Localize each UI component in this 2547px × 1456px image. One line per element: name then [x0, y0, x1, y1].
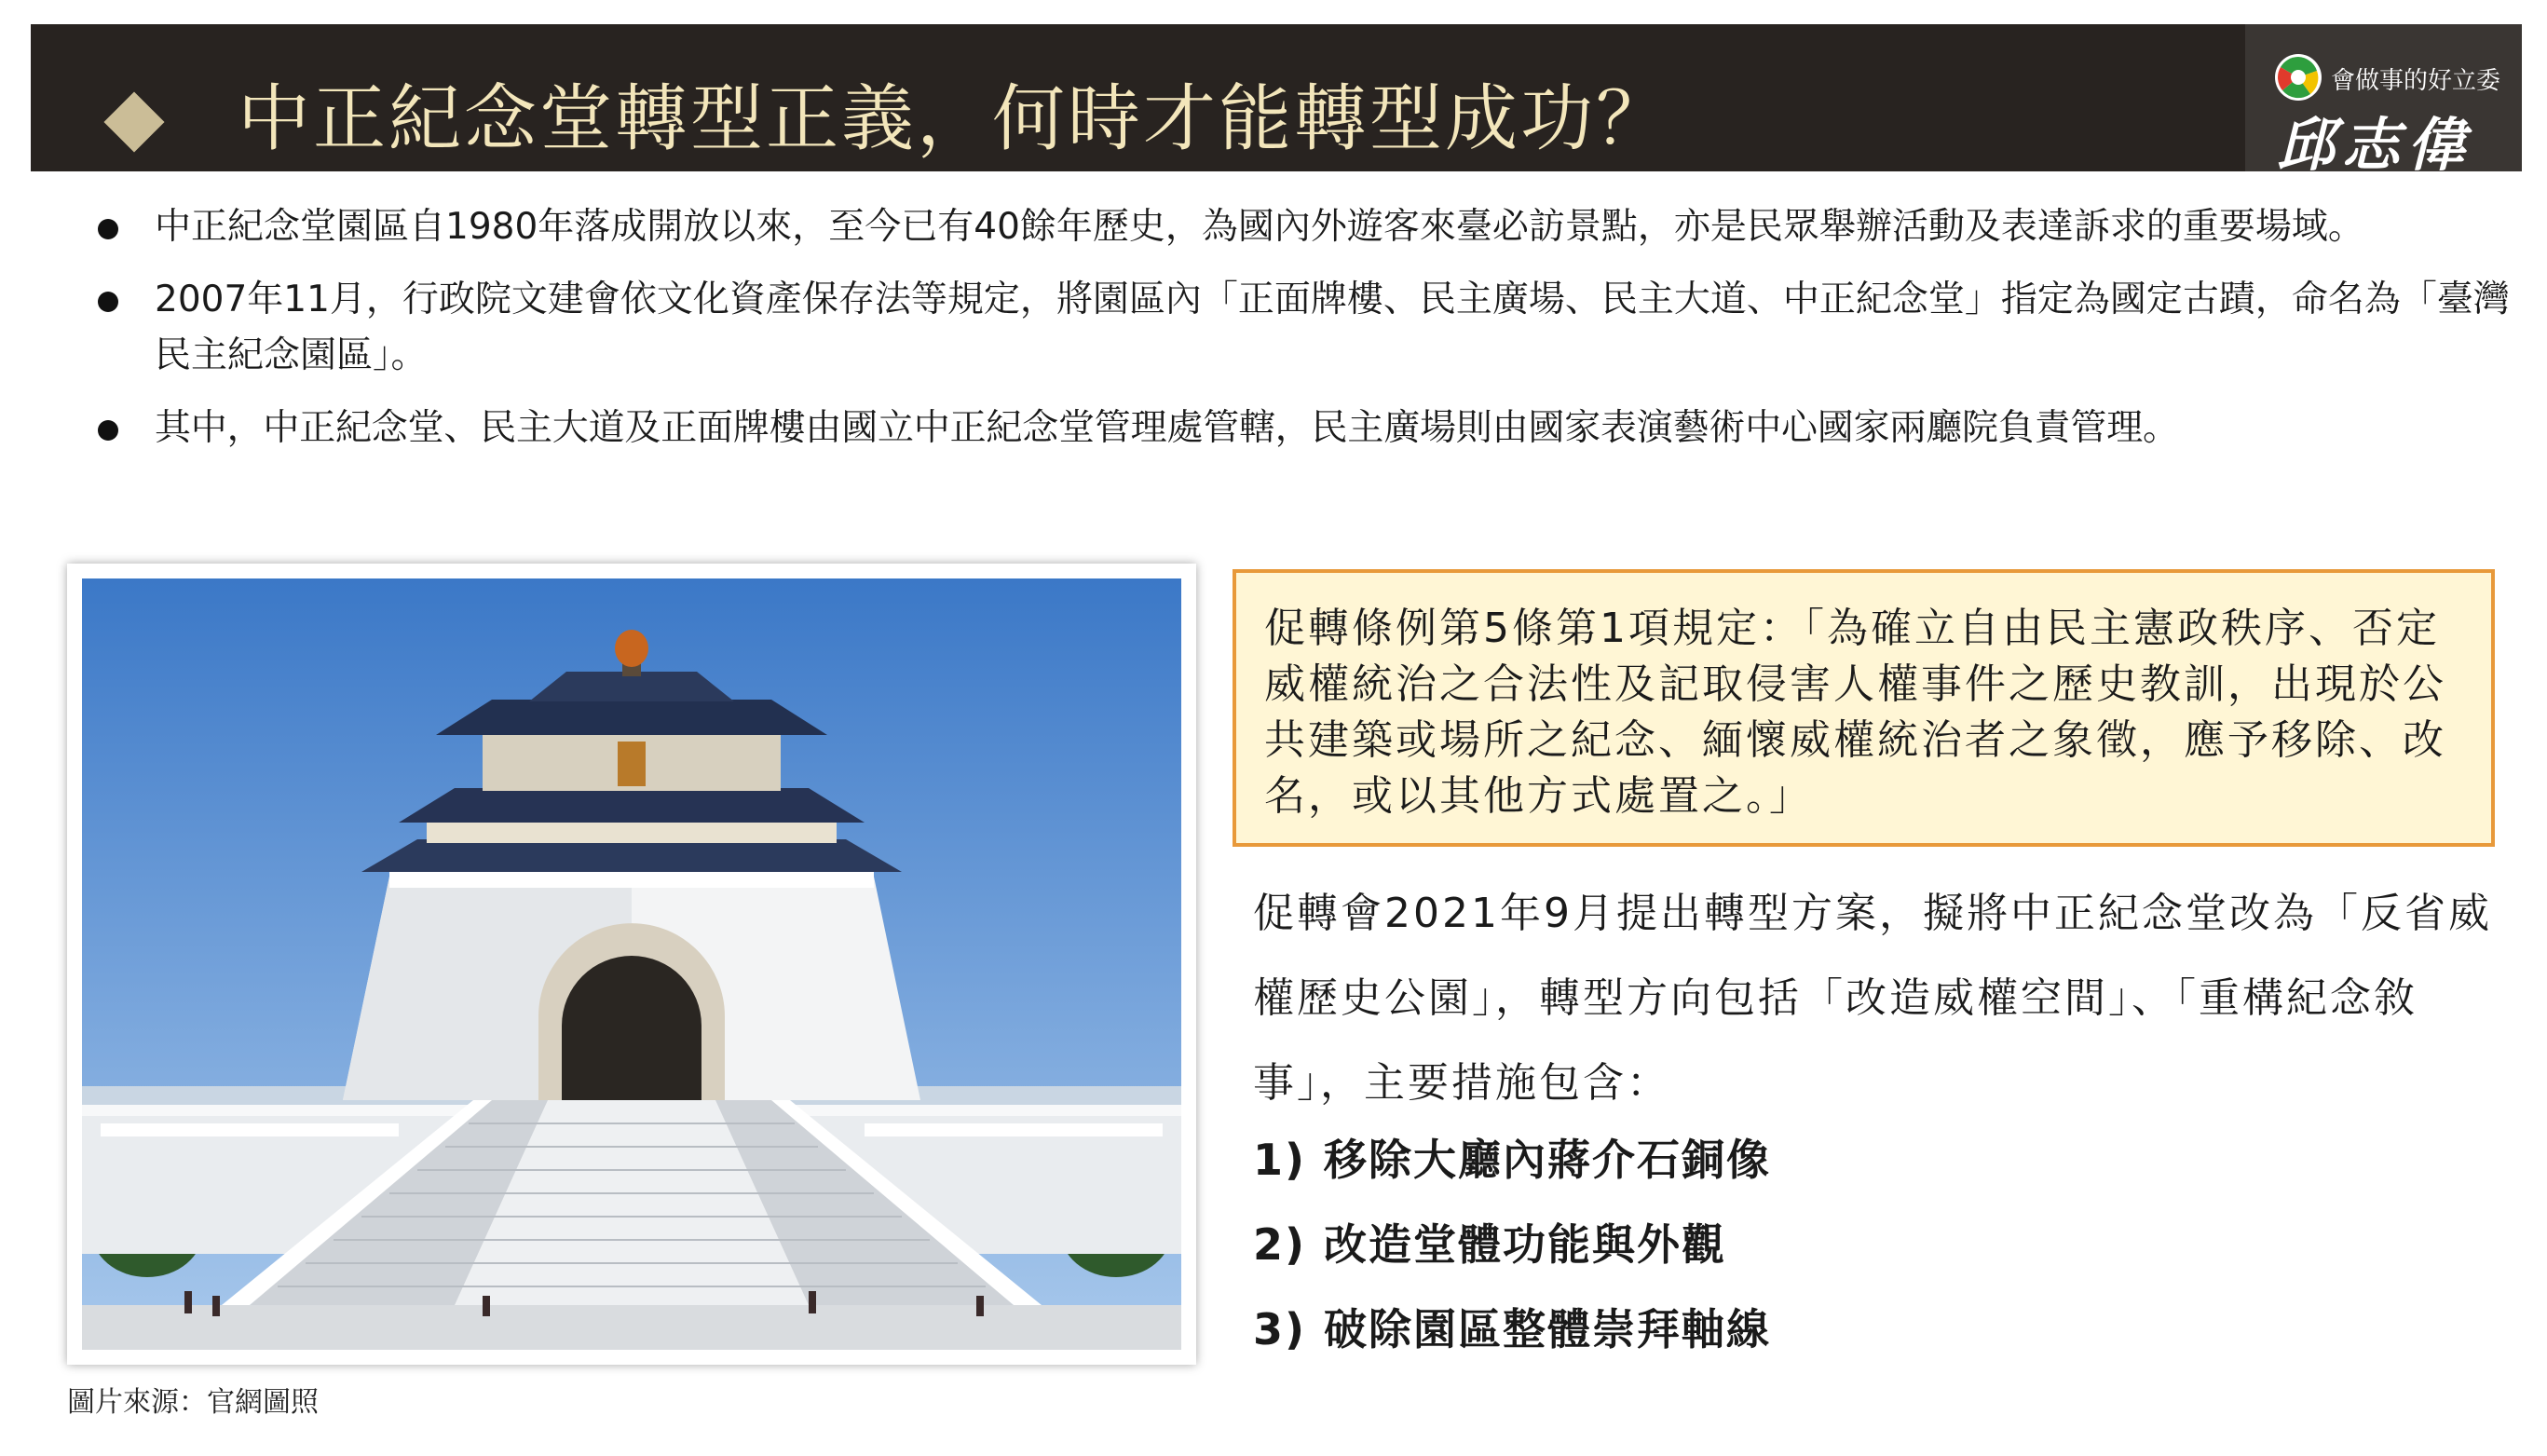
brand-block: [2245, 24, 2522, 179]
photo-caption: 圖片來源：官網圖照: [67, 1386, 319, 1419]
measure-number: 3): [1253, 1304, 1307, 1354]
bullet-text: 其中，中正紀念堂、民主大道及正面牌樓由國立中正紀念堂管理處管轄，民主廣場則由國家表演藝術中心國家兩廳院負責管理。: [155, 407, 2179, 449]
party-logo-icon: [2275, 54, 2322, 101]
bullet-item: [93, 199, 2515, 255]
measures-list: [1253, 1118, 1771, 1372]
title-bar: [31, 24, 2522, 171]
brand-name: 邱志偉: [2277, 111, 2473, 179]
memorial-hall-photo: [67, 564, 1196, 1365]
bullet-item: [93, 401, 2515, 456]
measure-number: 2): [1253, 1219, 1307, 1270]
measure-item: [1253, 1287, 1771, 1372]
quote-text: 促轉條例第5條第1項規定：「為確立自由民主憲政秩序、否定威權統治之合法性及記取侵害人權事件之歷史教訓，出現於公共建築或場所之紀念、緬懷威權統治者之象徵，應予移除、改名，或以其他方式處置之。」: [1264, 605, 2446, 820]
brand-slogan: 會做事的好立委: [2331, 67, 2501, 95]
bullet-dot-icon: [98, 219, 118, 239]
measure-item: [1253, 1118, 1771, 1203]
quote-box: [1233, 569, 2495, 847]
plan-paragraph: 促轉會2021年9月提出轉型方案，擬將中正紀念堂改為「反省威權歷史公園」，轉型方向包括「改造威權空間」、「重構紀念敘事」，主要措施包含：: [1253, 890, 2492, 1107]
bullet-list: [93, 199, 2515, 473]
measure-number: 1): [1253, 1135, 1307, 1185]
bullet-text: 中正紀念堂園區自1980年落成開放以來，至今已有40餘年歷史，為國內外遊客來臺必訪景點，亦是民眾舉辦活動及表達訴求的重要場域。: [155, 206, 2364, 248]
bullet-item: [93, 272, 2515, 384]
memorial-hall-illustration: [82, 578, 1181, 1350]
bullet-text: 2007年11月，行政院文建會依文化資產保存法等規定，將園區內「正面牌樓、民主廣場、民主大道、中正紀念堂」指定為國定古蹟，命名為「臺灣民主紀念園區」。: [155, 279, 2510, 376]
diamond-icon: [103, 91, 164, 152]
measure-text: 改造堂體功能與外觀: [1324, 1219, 1726, 1270]
bullet-dot-icon: [98, 292, 118, 312]
bullet-dot-icon: [98, 420, 118, 441]
measure-item: [1253, 1203, 1771, 1287]
page-title: 中正紀念堂轉型正義，何時才能轉型成功？: [238, 77, 1672, 161]
measure-text: 移除大廳內蔣介石銅像: [1324, 1135, 1771, 1185]
measure-text: 破除園區整體崇拜軸線: [1324, 1304, 1771, 1354]
